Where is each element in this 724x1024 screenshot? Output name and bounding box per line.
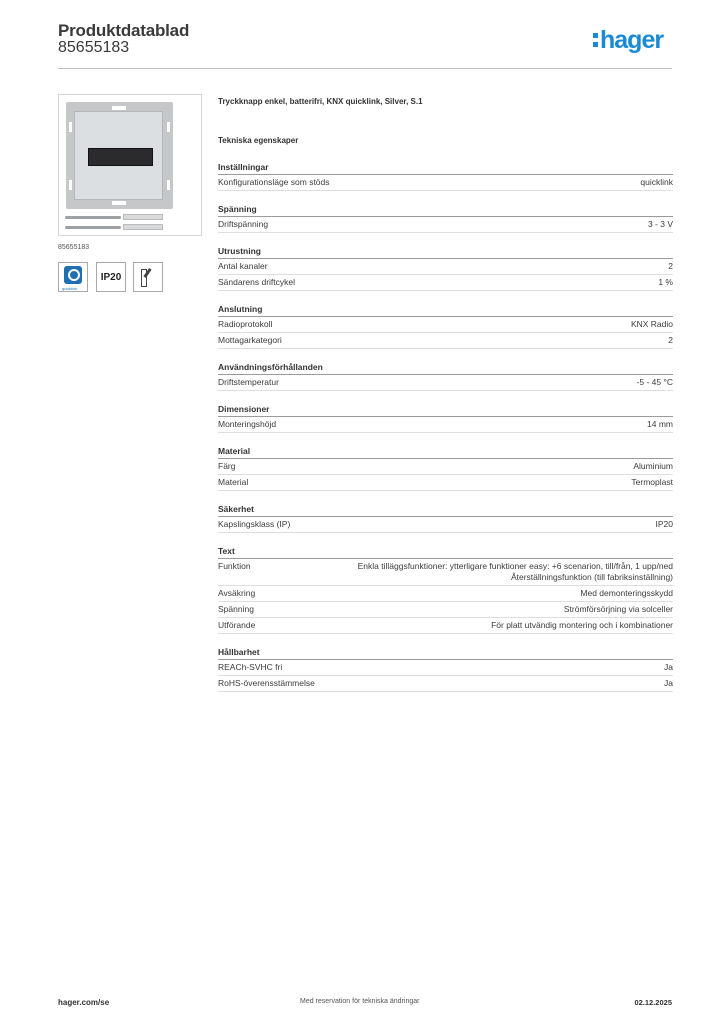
spec-group-title: Användningsförhållanden: [218, 362, 673, 375]
spec-row: [218, 475, 673, 491]
spec-value: Enkla tilläggsfunktioner: ytterligare funktioner easy: +6 scenarion, till/från, 1 upp/ned Återställningsfunktion (till fabriksinställning): [357, 561, 673, 582]
product-image: [58, 94, 202, 236]
spec-group-title: Inställningar: [218, 162, 673, 175]
spec-value: KNX Radio: [630, 319, 673, 329]
dowel-icon: [123, 224, 163, 230]
logo-text: hager: [600, 26, 664, 54]
spec-row: [218, 175, 673, 191]
spec-value: För platt utvändig montering och i kombinationer: [491, 620, 673, 630]
spec-key: Antal kanaler: [218, 261, 268, 271]
spec-group: [218, 546, 673, 634]
spec-key: Monteringshöjd: [218, 419, 277, 429]
spec-value: Med demonteringsskydd: [580, 588, 673, 598]
spec-group-title: Material: [218, 446, 673, 459]
spec-key: Konfigurationsläge som stöds: [218, 177, 330, 187]
spec-value: 14 mm: [647, 419, 673, 429]
solar-cell: [88, 148, 153, 166]
spec-key: Avsäkring: [218, 588, 256, 598]
spec-value: Strömförsörjning via solceller: [563, 604, 673, 614]
spec-group: [218, 162, 673, 191]
spec-group-title: Spänning: [218, 204, 673, 217]
spec-key: Material: [218, 477, 249, 487]
switch-plate: [66, 102, 173, 209]
footer-disclaimer: Med reservation för tekniska ändringar: [300, 998, 420, 1005]
spec-row: [218, 259, 673, 275]
spec-value: Ja: [664, 678, 673, 688]
spec-row: [218, 217, 673, 233]
spec-group-title: Text: [218, 546, 673, 559]
spec-content: [218, 97, 673, 705]
spec-key: Kapslingsklass (IP): [218, 519, 291, 529]
spec-group: [218, 204, 673, 233]
spec-value: Ja: [664, 662, 673, 672]
quicklink-badge-icon: quicklink: [58, 262, 88, 292]
spec-row: [218, 676, 673, 692]
spec-key: Funktion: [218, 561, 251, 571]
spec-key: Driftstemperatur: [218, 377, 279, 387]
spec-row: [218, 333, 673, 349]
spec-value: 2: [668, 335, 673, 345]
spec-group: [218, 404, 673, 433]
spec-row: [218, 317, 673, 333]
spec-groups: [218, 162, 673, 692]
spec-group: [218, 504, 673, 533]
logo-dots-icon: [593, 28, 598, 47]
spec-row: [218, 459, 673, 475]
footer-website[interactable]: hager.com/se: [58, 998, 110, 1007]
article-number: 85655183: [58, 39, 130, 56]
screw-icon: [65, 216, 121, 219]
spec-value: 1 %: [658, 277, 673, 287]
product-name: Tryckknapp enkel, batterifri, KNX quicklink, Silver, S.1: [218, 97, 423, 106]
spec-key: Radioprotokoll: [218, 319, 273, 329]
spec-key: Mottagarkategori: [218, 335, 282, 345]
spec-group: [218, 304, 673, 349]
spec-row: [218, 660, 673, 676]
page-title: Produktdatablad: [58, 21, 190, 40]
spec-group: [218, 362, 673, 391]
spec-row: [218, 375, 673, 391]
spec-key: Utförande: [218, 620, 256, 630]
spec-key: REACh-SVHC fri: [218, 662, 283, 672]
spec-value: IP20: [655, 519, 673, 529]
spec-key: Sändarens driftcykel: [218, 277, 296, 287]
specs-title: Tekniska egenskaper: [218, 136, 299, 145]
spec-value: quicklink: [640, 177, 673, 187]
spec-group-title: Utrustning: [218, 246, 673, 259]
footer-date: 02.12.2025: [634, 998, 672, 1007]
spec-row: [218, 586, 673, 602]
screw-icon: [65, 226, 121, 229]
spec-group: [218, 446, 673, 491]
spec-group-title: Anslutning: [218, 304, 673, 317]
spec-group: [218, 647, 673, 692]
mounting-depth-icon: [133, 262, 163, 292]
spec-key: Färg: [218, 461, 236, 471]
spec-value: 3 - 3 V: [647, 219, 673, 229]
spec-key: Spänning: [218, 604, 254, 614]
spec-group-title: Dimensioner: [218, 404, 673, 417]
header-divider: [58, 68, 672, 69]
spec-key: Driftspänning: [218, 219, 269, 229]
spec-group-title: Hållbarhet: [218, 647, 673, 660]
spec-value: -5 - 45 °C: [636, 377, 673, 387]
spec-group-title: Säkerhet: [218, 504, 673, 517]
spec-row: [218, 618, 673, 634]
ip20-badge-icon: IP20: [96, 262, 126, 292]
spec-group: [218, 246, 673, 291]
image-caption: 85655183: [58, 244, 90, 251]
spec-value: Termoplast: [631, 477, 673, 487]
spec-row: [218, 417, 673, 433]
spec-row: [218, 602, 673, 618]
spec-row: [218, 517, 673, 533]
spec-value: 2: [668, 261, 673, 271]
hager-logo: [593, 28, 663, 53]
spec-key: RoHS-överensstämmelse: [218, 678, 315, 688]
dowel-icon: [123, 214, 163, 220]
spec-row: [218, 275, 673, 291]
spec-row: [218, 559, 673, 586]
spec-value: Aluminium: [633, 461, 673, 471]
